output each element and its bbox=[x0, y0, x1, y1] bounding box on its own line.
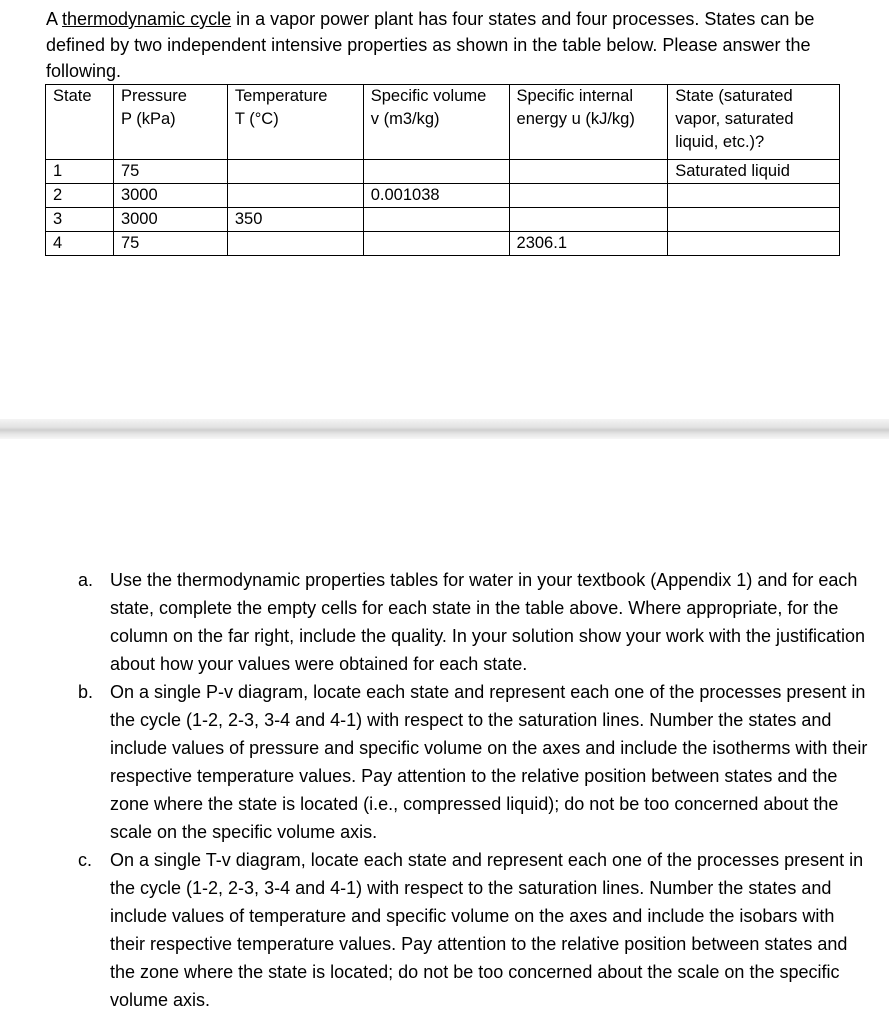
cell-volume: 0.001038 bbox=[363, 184, 509, 208]
question-marker: c. bbox=[78, 850, 93, 870]
cell-phase bbox=[668, 208, 840, 232]
header-temperature-label: Temperature bbox=[234, 87, 328, 105]
cell-volume bbox=[363, 232, 509, 256]
header-state bbox=[46, 85, 114, 160]
header-energy-unit: energy u (kJ/kg) bbox=[516, 110, 635, 128]
header-pressure-label: Pressure bbox=[120, 87, 187, 105]
header-internal-energy bbox=[509, 85, 668, 160]
question-item bbox=[74, 678, 874, 846]
header-pressure-unit: P (kPa) bbox=[120, 110, 176, 128]
cell-temperature: 350 bbox=[227, 208, 363, 232]
question-marker: a. bbox=[78, 570, 94, 590]
intro-prefix: A bbox=[46, 9, 63, 29]
question-text: On a single T-v diagram, locate each state and represent each one of the processes present in the cycle (1-2, 2-3, 3-4 and 4-1) with respect to the saturation lines. Number the states and include values of temperature and specific volume on the axes and include the isobars with their respective temperature values. Pay attention to the relative position between states and the zone where the state is located; do not be too concerned about the scale on the specific volume axis. bbox=[110, 850, 864, 1010]
question-text: On a single P-v diagram, locate each state and represent each one of the processes present in the cycle (1-2, 2-3, 3-4 and 4-1) with respect to the saturation lines. Number the states and include values of pressure and specific volume on the axes and include the isotherms with their respective temperature values. Pay attention to the relative position between states and the zone where the state is located (i.e., compressed liquid); do not be too concerned about the scale on the specific volume axis. bbox=[110, 682, 868, 842]
problem-intro bbox=[46, 6, 876, 84]
cell-state: 2 bbox=[46, 184, 114, 208]
question-list bbox=[74, 566, 874, 1014]
header-energy-label: Specific internal bbox=[516, 87, 634, 105]
question-item bbox=[74, 566, 874, 678]
table-header-row bbox=[46, 85, 840, 160]
cell-volume bbox=[363, 160, 509, 184]
cell-energy bbox=[509, 160, 668, 184]
cell-pressure: 75 bbox=[113, 160, 227, 184]
header-temperature-unit: T (°C) bbox=[234, 110, 279, 128]
header-specific-volume bbox=[363, 85, 509, 160]
intro-text: in a vapor power plant has four states and four processes. States can be defined by two independent intensive properties as shown in the table below. Please answer the following. bbox=[46, 9, 815, 81]
cell-pressure: 75 bbox=[113, 232, 227, 256]
cell-volume bbox=[363, 208, 509, 232]
cell-temperature bbox=[227, 184, 363, 208]
table-row bbox=[46, 208, 840, 232]
page-divider bbox=[0, 419, 889, 439]
question-marker: b. bbox=[78, 682, 94, 702]
header-phase-label: State (saturated vapor, saturated liquid, etc.)? bbox=[675, 87, 794, 151]
cell-phase bbox=[668, 232, 840, 256]
header-volume-unit: v (m3/kg) bbox=[370, 110, 440, 128]
cell-pressure: 3000 bbox=[113, 184, 227, 208]
header-state-label: State bbox=[53, 87, 92, 105]
cell-phase: Saturated liquid bbox=[668, 160, 840, 184]
cell-state: 1 bbox=[46, 160, 114, 184]
header-phase-state bbox=[668, 85, 840, 160]
table-row bbox=[46, 232, 840, 256]
cell-energy: 2306.1 bbox=[509, 232, 668, 256]
header-volume-label: Specific volume bbox=[370, 87, 487, 105]
state-properties-table bbox=[45, 84, 840, 256]
question-item bbox=[74, 846, 874, 1014]
cell-pressure: 3000 bbox=[113, 208, 227, 232]
cell-state: 4 bbox=[46, 232, 114, 256]
thermodynamic-cycle-link[interactable]: thermodynamic cycle bbox=[62, 9, 232, 29]
question-text: Use the thermodynamic properties tables for water in your textbook (Appendix 1) and for each state, complete the empty cells for each state in the table above. Where appropriate, for the column on the far right, include the quality. In your solution show your work with the justification about how your values were obtained for each state. bbox=[110, 570, 866, 674]
header-pressure bbox=[113, 85, 227, 160]
header-temperature bbox=[227, 85, 363, 160]
cell-temperature bbox=[227, 160, 363, 184]
cell-energy bbox=[509, 208, 668, 232]
cell-state: 3 bbox=[46, 208, 114, 232]
cell-temperature bbox=[227, 232, 363, 256]
cell-energy bbox=[509, 184, 668, 208]
cell-phase bbox=[668, 184, 840, 208]
table-row bbox=[46, 184, 840, 208]
table-row bbox=[46, 160, 840, 184]
